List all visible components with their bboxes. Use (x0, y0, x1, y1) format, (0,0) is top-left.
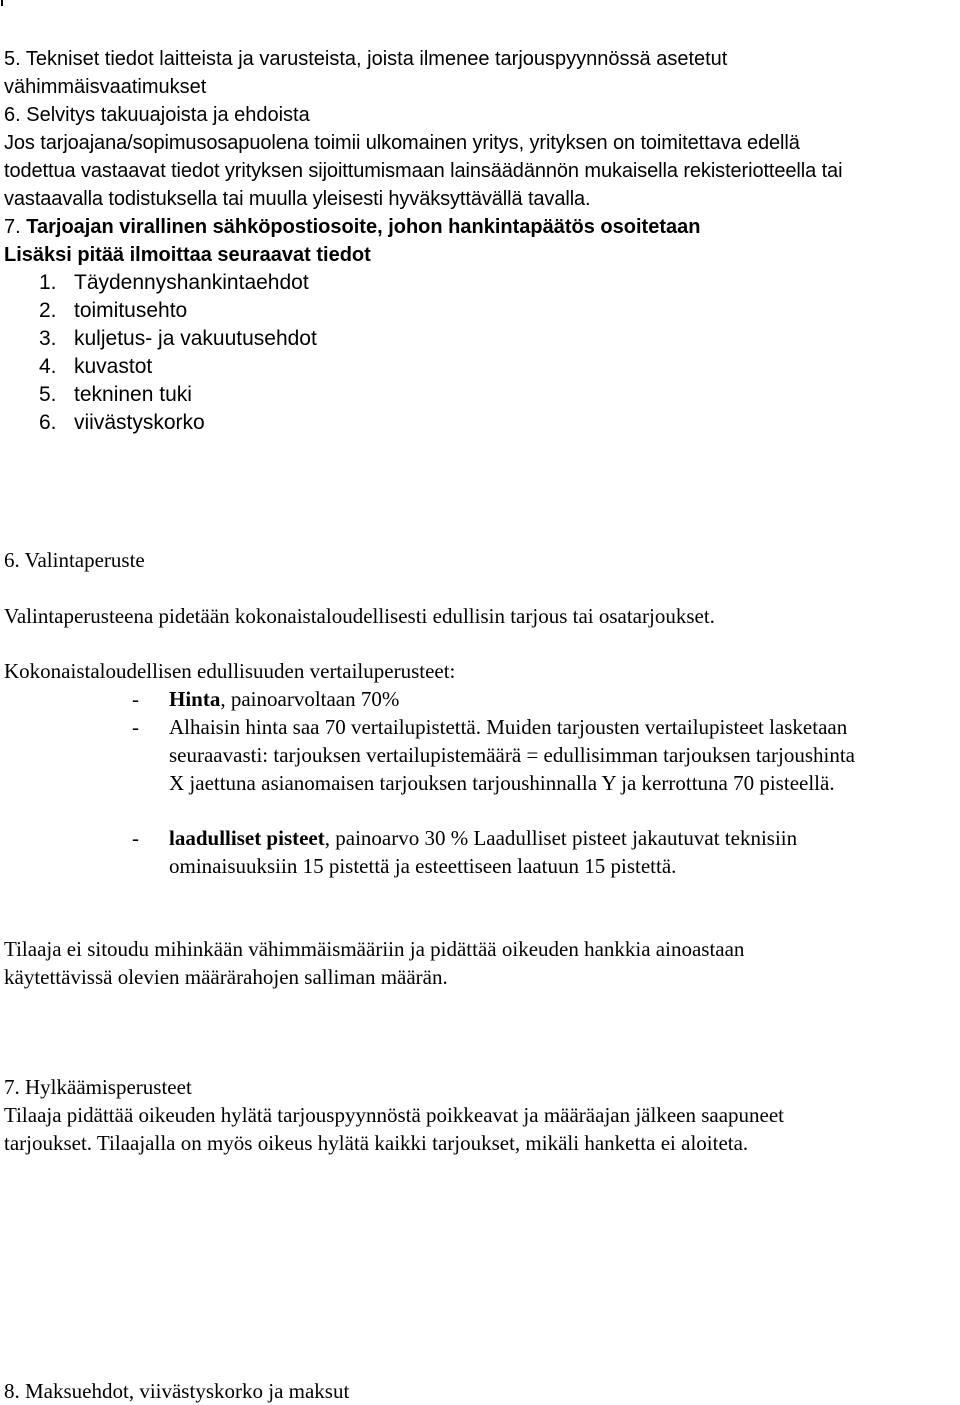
section7-number: 7. (4, 216, 21, 238)
list-item (0, 297, 960, 325)
list-item (0, 381, 960, 409)
bullet-rest: , painoarvoltaan 70% (220, 687, 400, 711)
criteria-bullet-price (0, 685, 960, 713)
bullet-rest: , painoarvo 30 % Laadulliset pisteet jakautuvat teknisiin (324, 826, 798, 850)
criteria-bullet-points (0, 713, 960, 741)
list-item-number: 1. (39, 271, 57, 294)
section6-para-line1: Jos tarjoajana/sopimusosapuolena toimii ulkomainen yritys, yrityksen on toimitettava edellä (4, 132, 800, 154)
criteria-bullet-points-line3 (0, 769, 960, 797)
closing-line2: käytettävissä olevien määrärahojen salliman määrän. (4, 965, 448, 989)
section7-subheading: Lisäksi pitää ilmoittaa seuraavat tiedot (4, 244, 371, 266)
list-item (0, 409, 960, 437)
bullet-text: seuraavasti: tarjouksen vertailupistemäärä = edullisimman tarjouksen tarjoushinta (169, 743, 855, 767)
bullet-text: ominaisuuksiin 15 pistettä ja esteettiseen laatuun 15 pistettä. (169, 854, 677, 878)
list-item-number: 3. (39, 327, 57, 350)
section6-para-line2: todettua vastaavat tiedot yrityksen sijoittumismaan lainsäädännön mukaisella rekisteriotteella tai (4, 160, 843, 182)
criteria-bullet-quality-line2 (0, 852, 960, 880)
section6-takuu-heading: 6. Selvitys takuuajoista ja ehdoista (4, 104, 310, 126)
list-item (0, 325, 960, 353)
bullet-bold: Hinta (169, 687, 221, 711)
list-item (0, 269, 960, 297)
section7-email-heading (4, 213, 700, 241)
closing-line1: Tilaaja ei sitoudu mihinkään vähimmäismääriin ja pidättää oikeuden hankkia ainoastaan (4, 937, 745, 961)
list-item-text: kuljetus- ja vakuutusehdot (74, 327, 317, 350)
page-mark (1, 0, 3, 6)
list-item-text: kuvastot (74, 355, 153, 378)
list-item-number: 6. (39, 411, 57, 434)
hylkaamis-heading: 7. Hylkäämisperusteet (4, 1075, 192, 1099)
bullet-text: Alhaisin hinta saa 70 vertailupistettä. Muiden tarjousten vertailupisteet lasketaan (169, 715, 848, 739)
bullet-bold: laadulliset pisteet (169, 826, 325, 850)
hylkaamis-para-line2: tarjoukset. Tilaajalla on myös oikeus hylätä kaikki tarjoukset, mikäli hanketta ei aloiteta. (4, 1131, 749, 1155)
list-item-number: 4. (39, 355, 57, 378)
bullet-dash: - (132, 826, 139, 850)
list-item-number: 5. (39, 383, 57, 406)
list-item (0, 353, 960, 381)
bullet-text: X jaettuna asianomaisen tarjouksen tarjoushinnalla Y ja kerrottuna 70 pisteellä. (169, 771, 835, 795)
hylkaamis-para-line1: Tilaaja pidättää oikeuden hylätä tarjouspyynnöstä poikkeavat ja määräajan jälkeen saapuneet (4, 1103, 785, 1127)
bullet-dash: - (132, 687, 139, 711)
list-item-text: Täydennyshankintaehdot (74, 271, 309, 294)
valintaperuste-para: Valintaperusteena pidetään kokonaistaloudellisesti edullisin tarjous tai osatarjoukset. (4, 604, 715, 628)
list-item-text: tekninen tuki (74, 383, 192, 406)
list-item-text: viivästyskorko (74, 411, 205, 434)
section5-line2: vähimmäisvaatimukset (4, 76, 207, 98)
list-item-text: toimitusehto (74, 299, 188, 322)
bullet-text (169, 685, 399, 713)
bullet-dash: - (132, 715, 139, 739)
list-item-number: 2. (39, 299, 57, 322)
bullet-text (169, 824, 797, 852)
criteria-intro: Kokonaistaloudellisen edullisuuden vertailuperusteet: (4, 659, 456, 683)
section5-line1: 5. Tekniset tiedot laitteista ja varusteista, joista ilmenee tarjouspyynnössä asetetut (4, 48, 728, 70)
section6-para-line3: vastaavalla todistuksella tai muulla yleisesti hyväksyttävällä tavalla. (4, 188, 591, 210)
maksuehdot-heading: 8. Maksuehdot, viivästyskorko ja maksut (4, 1379, 350, 1403)
valintaperuste-heading: 6. Valintaperuste (4, 548, 145, 572)
section7-heading-text: Tarjoajan virallinen sähköpostiosoite, johon hankintapäätös osoitetaan (26, 216, 701, 238)
criteria-bullet-quality (0, 824, 960, 852)
criteria-bullet-points-line2 (0, 741, 960, 769)
